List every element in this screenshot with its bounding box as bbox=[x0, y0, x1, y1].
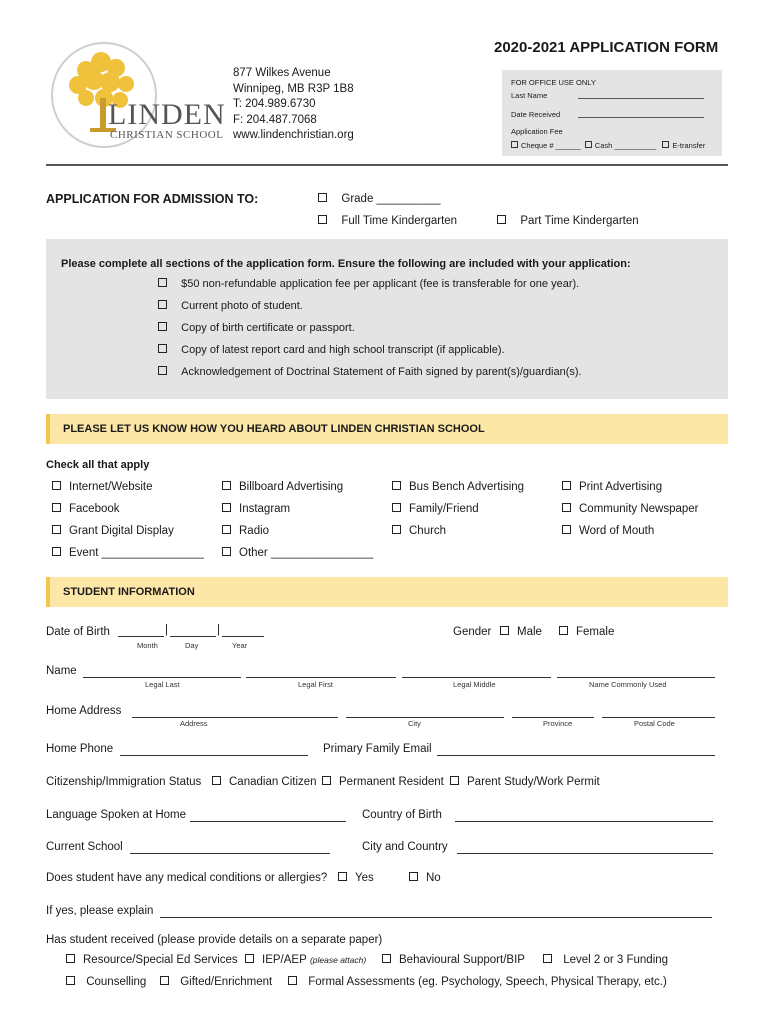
option-word-of-mouth[interactable] bbox=[562, 525, 654, 537]
checkbox[interactable] bbox=[222, 547, 231, 556]
student-bar bbox=[46, 577, 728, 607]
gender-male[interactable] bbox=[500, 626, 542, 638]
checkbox[interactable] bbox=[222, 525, 231, 534]
medical-question: Does student have any medical conditions or allergies? bbox=[46, 872, 328, 884]
checkbox[interactable] bbox=[322, 776, 331, 785]
received-iep[interactable] bbox=[245, 954, 366, 966]
province-caption: Province bbox=[543, 719, 573, 728]
citizenship-label: Citizenship/Immigration Status bbox=[46, 776, 202, 788]
school-address bbox=[233, 66, 354, 144]
checkbox[interactable] bbox=[158, 278, 167, 287]
behavioural-label: Behavioural Support/BIP bbox=[399, 954, 525, 966]
canadian-label: Canadian Citizen bbox=[229, 776, 317, 788]
checkbox[interactable] bbox=[562, 503, 571, 512]
iep-label: IEP/AEP bbox=[262, 954, 307, 966]
citizenship-canadian[interactable] bbox=[212, 776, 317, 788]
day-caption: Day bbox=[185, 641, 199, 650]
permanent-label: Permanent Resident bbox=[339, 776, 444, 788]
dob-month-field[interactable] bbox=[118, 625, 164, 637]
common-name-caption: Name Commonly Used bbox=[589, 680, 667, 689]
received-level-funding[interactable] bbox=[543, 954, 668, 966]
month-caption: Month bbox=[137, 641, 158, 650]
citizenship-parent-study[interactable] bbox=[450, 776, 600, 788]
heard-bar bbox=[46, 414, 728, 444]
checkbox[interactable] bbox=[543, 954, 552, 963]
legal-last-caption: Legal Last bbox=[145, 680, 180, 689]
checklist-item[interactable] bbox=[158, 278, 579, 290]
checklist-item[interactable] bbox=[158, 344, 505, 356]
checkbox[interactable] bbox=[382, 954, 391, 963]
legal-middle-caption: Legal Middle bbox=[453, 680, 496, 689]
city-caption: City bbox=[408, 719, 421, 728]
address-line-1: 877 Wilkes Avenue bbox=[233, 67, 331, 79]
fax-number: F: 204.487.7068 bbox=[233, 113, 317, 126]
please-attach-note: (please attach) bbox=[309, 955, 367, 965]
checklist-box bbox=[46, 239, 728, 399]
checkbox[interactable] bbox=[158, 300, 167, 309]
formal-label: Formal Assessments (eg. Psychology, Speech, Physical Therapy, etc.) bbox=[308, 976, 667, 988]
school-logo bbox=[46, 40, 226, 152]
checkbox[interactable] bbox=[212, 776, 221, 785]
checklist-item[interactable] bbox=[158, 300, 303, 312]
office-title: FOR OFFICE USE ONLY bbox=[511, 78, 596, 87]
checkbox[interactable] bbox=[158, 344, 167, 353]
address-field[interactable] bbox=[132, 706, 338, 718]
option-other[interactable] bbox=[222, 547, 373, 559]
gender-female[interactable] bbox=[559, 626, 614, 638]
medical-yes[interactable] bbox=[338, 872, 374, 884]
checkbox[interactable] bbox=[562, 481, 571, 490]
checklist-item-text: $50 non-refundable application fee per applicant (fee is transferable for one year). bbox=[181, 278, 580, 290]
option-label: Other ________________ bbox=[239, 547, 374, 559]
checkbox[interactable] bbox=[318, 215, 327, 224]
option-bus-bench[interactable] bbox=[392, 481, 524, 493]
option-label: Bus Bench Advertising bbox=[409, 481, 525, 493]
option-label: Instagram bbox=[239, 503, 291, 515]
checklist-item[interactable] bbox=[158, 322, 355, 334]
logo-name: LINDEN bbox=[108, 98, 226, 131]
option-facebook[interactable] bbox=[52, 503, 120, 515]
no-label: No bbox=[426, 872, 441, 884]
checkbox[interactable] bbox=[160, 976, 169, 985]
medical-no[interactable] bbox=[409, 872, 441, 884]
option-instagram[interactable] bbox=[222, 503, 290, 515]
male-label: Male bbox=[517, 626, 542, 638]
checkbox[interactable] bbox=[562, 525, 571, 534]
common-name-field[interactable] bbox=[557, 666, 715, 678]
option-church[interactable] bbox=[392, 525, 446, 537]
if-yes-field[interactable] bbox=[160, 906, 712, 918]
postal-caption: Postal Code bbox=[634, 719, 675, 728]
gender-label: Gender bbox=[453, 626, 492, 638]
option-label: Internet/Website bbox=[69, 481, 153, 493]
province-field[interactable] bbox=[512, 706, 594, 718]
city-country-field[interactable] bbox=[457, 842, 713, 854]
option-label: Grant Digital Display bbox=[69, 525, 174, 537]
if-yes-label: If yes, please explain bbox=[46, 905, 154, 917]
logo-subtitle: CHRISTIAN SCHOOL bbox=[110, 129, 224, 141]
checkbox[interactable] bbox=[585, 141, 592, 148]
part-time-k-option[interactable] bbox=[497, 215, 639, 227]
current-school-label: Current School bbox=[46, 841, 123, 853]
legal-last-field[interactable] bbox=[83, 666, 241, 678]
yes-label: Yes bbox=[355, 872, 374, 884]
office-etransfer: E-transfer bbox=[672, 141, 706, 150]
checkbox[interactable] bbox=[559, 626, 568, 635]
year-caption: Year bbox=[232, 641, 248, 650]
option-label: Family/Friend bbox=[409, 503, 479, 515]
checkbox[interactable] bbox=[288, 976, 297, 985]
home-address-label: Home Address bbox=[46, 705, 122, 717]
email-label: Primary Family Email bbox=[323, 743, 432, 755]
level-label: Level 2 or 3 Funding bbox=[563, 954, 669, 966]
checkbox[interactable] bbox=[318, 193, 327, 202]
checkbox[interactable] bbox=[66, 954, 75, 963]
office-fee-options bbox=[511, 141, 705, 150]
checklist-item-text: Acknowledgement of Doctrinal Statement of Faith signed by parent(s)/guardian(s). bbox=[181, 366, 582, 378]
language-label: Language Spoken at Home bbox=[46, 809, 187, 821]
phone-number: T: 204.989.6730 bbox=[233, 98, 316, 110]
option-billboard[interactable] bbox=[222, 481, 343, 493]
option-family-friend[interactable] bbox=[392, 503, 479, 515]
office-date-line[interactable] bbox=[578, 109, 704, 118]
parent-study-label: Parent Study/Work Permit bbox=[467, 776, 600, 788]
option-internet[interactable] bbox=[52, 481, 153, 493]
checkbox[interactable] bbox=[392, 525, 401, 534]
city-country-label: City and Country bbox=[362, 841, 448, 853]
option-label: Community Newspaper bbox=[579, 503, 699, 515]
checkbox[interactable] bbox=[500, 626, 509, 635]
female-label: Female bbox=[576, 626, 615, 638]
option-label: Word of Mouth bbox=[579, 525, 655, 537]
checkbox[interactable] bbox=[392, 503, 401, 512]
counselling-label: Counselling bbox=[86, 976, 147, 988]
checkbox[interactable] bbox=[392, 481, 401, 490]
office-date-label: Date Received bbox=[511, 110, 561, 119]
checkbox[interactable] bbox=[511, 141, 518, 148]
header-divider bbox=[46, 164, 728, 166]
option-label: Print Advertising bbox=[579, 481, 663, 493]
option-radio[interactable] bbox=[222, 525, 269, 537]
country-birth-field[interactable] bbox=[455, 810, 713, 822]
office-last-name-line[interactable] bbox=[578, 90, 704, 99]
option-grant-digital[interactable] bbox=[52, 525, 174, 537]
admission-label: APPLICATION FOR ADMISSION TO: bbox=[46, 192, 259, 206]
office-cheque: Cheque # ______ bbox=[521, 141, 581, 150]
option-label: Radio bbox=[239, 525, 270, 537]
check-all-label: Check all that apply bbox=[46, 459, 150, 471]
checkbox[interactable] bbox=[222, 503, 231, 512]
dob-sep: | bbox=[165, 624, 168, 636]
received-gifted[interactable] bbox=[160, 976, 272, 988]
language-field[interactable] bbox=[190, 810, 346, 822]
address-line-2: Winnipeg, MB R3P 1B8 bbox=[233, 82, 354, 95]
checkbox[interactable] bbox=[158, 322, 167, 331]
current-school-field[interactable] bbox=[130, 842, 330, 854]
part-time-k-label: Part Time Kindergarten bbox=[520, 215, 639, 227]
office-cash: Cash __________ bbox=[594, 141, 657, 150]
checkbox[interactable] bbox=[222, 481, 231, 490]
gifted-label: Gifted/Enrichment bbox=[180, 976, 273, 988]
option-label: Facebook bbox=[69, 503, 120, 515]
checklist-item-text: Copy of birth certificate or passport. bbox=[181, 322, 355, 334]
checkbox[interactable] bbox=[158, 366, 167, 375]
checklist-intro: Please complete all sections of the application form. Ensure the following are included with your application: bbox=[61, 258, 631, 270]
home-phone-field[interactable] bbox=[120, 744, 308, 756]
dob-day-field[interactable] bbox=[170, 625, 216, 637]
legal-middle-field[interactable] bbox=[402, 666, 551, 678]
checkbox[interactable] bbox=[338, 872, 347, 881]
option-event[interactable] bbox=[52, 547, 204, 559]
full-time-k-label: Full Time Kindergarten bbox=[341, 215, 458, 227]
checklist-item-text: Copy of latest report card and high school transcript (if applicable). bbox=[181, 344, 505, 356]
checkbox[interactable] bbox=[52, 547, 61, 556]
checkbox[interactable] bbox=[450, 776, 459, 785]
option-label: Event ________________ bbox=[69, 547, 204, 559]
heard-bar-title: PLEASE LET US KNOW HOW YOU HEARD ABOUT LINDEN CHRISTIAN SCHOOL bbox=[63, 423, 485, 435]
received-question: Has student received (please provide details on a separate paper) bbox=[46, 934, 383, 946]
received-formal-assessments[interactable] bbox=[288, 976, 667, 988]
email-field[interactable] bbox=[437, 744, 715, 756]
checkbox[interactable] bbox=[497, 215, 506, 224]
grade-label: Grade __________ bbox=[341, 193, 441, 205]
citizenship-permanent[interactable] bbox=[322, 776, 444, 788]
option-print[interactable] bbox=[562, 481, 662, 493]
address-caption: Address bbox=[180, 719, 208, 728]
resource-label: Resource/Special Ed Services bbox=[83, 954, 238, 966]
student-bar-title: STUDENT INFORMATION bbox=[63, 586, 195, 598]
city-field[interactable] bbox=[346, 706, 504, 718]
country-birth-label: Country of Birth bbox=[362, 809, 442, 821]
option-label: Billboard Advertising bbox=[239, 481, 344, 493]
website: www.lindenchristian.org bbox=[233, 129, 354, 141]
name-label: Name bbox=[46, 665, 77, 677]
option-community-newspaper[interactable] bbox=[562, 503, 699, 515]
received-behavioural[interactable] bbox=[382, 954, 525, 966]
checkbox[interactable] bbox=[245, 954, 254, 963]
full-time-k-option[interactable] bbox=[318, 215, 457, 227]
home-phone-label: Home Phone bbox=[46, 743, 114, 755]
checkbox[interactable] bbox=[52, 503, 61, 512]
dob-sep: | bbox=[217, 624, 220, 636]
dob-label: Date of Birth bbox=[46, 626, 110, 638]
dob-year-field[interactable] bbox=[222, 625, 264, 637]
received-counselling[interactable] bbox=[66, 976, 146, 988]
legal-first-caption: Legal First bbox=[298, 680, 334, 689]
office-use-box bbox=[502, 70, 722, 156]
option-label: Church bbox=[409, 525, 447, 537]
received-resource[interactable] bbox=[66, 954, 238, 966]
checkbox[interactable] bbox=[66, 976, 75, 985]
checklist-item-text: Current photo of student. bbox=[181, 300, 303, 312]
form-title: 2020-2021 APPLICATION FORM bbox=[494, 39, 719, 56]
grade-option[interactable] bbox=[318, 193, 441, 205]
checkbox[interactable] bbox=[409, 872, 418, 881]
checkbox[interactable] bbox=[52, 481, 61, 490]
checklist-item[interactable] bbox=[158, 366, 582, 378]
office-last-name-label: Last Name bbox=[511, 91, 548, 100]
checkbox[interactable] bbox=[52, 525, 61, 534]
checkbox[interactable] bbox=[662, 141, 669, 148]
legal-first-field[interactable] bbox=[246, 666, 396, 678]
office-fee-label: Application Fee bbox=[511, 127, 563, 136]
postal-code-field[interactable] bbox=[602, 706, 715, 718]
